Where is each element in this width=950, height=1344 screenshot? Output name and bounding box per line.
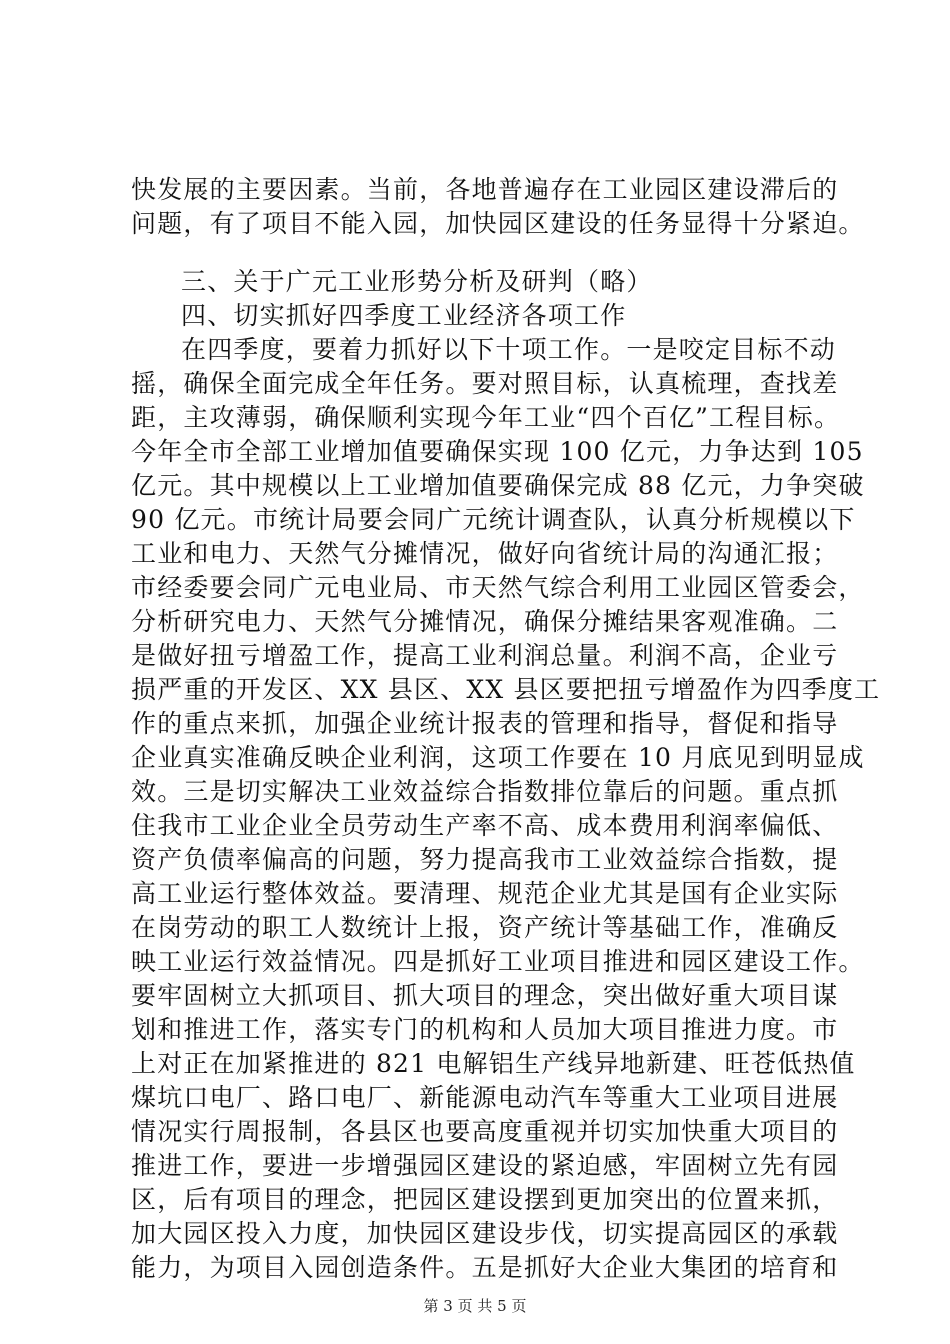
paragraph-line: 加大园区投入力度，加快园区建设步伐，切实提高园区的承载 [131,1219,839,1248]
paragraph-line: 效。三是切实解决工业效益综合指数排位靠后的问题。重点抓 [131,777,839,806]
paragraph-line: 工业和电力、天然气分摊情况，做好向省统计局的沟通汇报； [131,539,839,568]
section-heading: 三、关于广元工业形势分析及研判（略） [181,267,653,296]
paragraph-line: 推进工作，要进一步增强园区建设的紧迫感，牢固树立先有园 [131,1151,839,1180]
paragraph-line: 区，后有项目的理念，把园区建设摆到更加突出的位置来抓， [131,1185,839,1214]
paragraph-line: 在四季度，要着力抓好以下十项工作。一是咬定目标不动 [181,335,837,364]
paragraph-line: 损严重的开发区、XX 县区、XX 县区要把扭亏增盈作为四季度工 [131,675,881,704]
paragraph-line: 作的重点来抓，加强企业统计报表的管理和指导，督促和指导 [131,709,839,738]
paragraph-line: 住我市工业企业全员劳动生产率不高、成本费用利润率偏低、 [131,811,839,840]
paragraph-line: 问题，有了项目不能入园，加快园区建设的任务显得十分紧迫。 [131,209,865,238]
paragraph-line: 90 亿元。市统计局要会同广元统计调查队，认真分析规模以下 [131,505,856,534]
paragraph-line: 高工业运行整体效益。要清理、规范企业尤其是国有企业实际 [131,879,839,908]
paragraph-line: 煤坑口电厂、路口电厂、新能源电动汽车等重大工业项目进展 [131,1083,839,1112]
paragraph-line: 划和推进工作，落实专门的机构和人员加大项目推进力度。市 [131,1015,839,1044]
paragraph-line: 摇，确保全面完成全年任务。要对照目标，认真梳理，查找差 [131,369,839,398]
paragraph-line: 要牢固树立大抓项目、抓大项目的理念，突出做好重大项目谋 [131,981,839,1010]
page-number-footer: 第 3 页 共 5 页 [423,1297,527,1315]
section-heading: 四、切实抓好四季度工业经济各项工作 [181,301,627,330]
paragraph-line: 分析研究电力、天然气分摊情况，确保分摊结果客观准确。二 [131,607,839,636]
paragraph-line: 是做好扭亏增盈工作，提高工业利润总量。利润不高，企业亏 [131,641,839,670]
paragraph-line: 上对正在加紧推进的 821 电解铝生产线异地新建、旺苍低热值 [131,1049,856,1078]
paragraph-line: 今年全市全部工业增加值要确保实现 100 亿元，力争达到 105 [131,437,864,466]
paragraph-line: 能力，为项目入园创造条件。五是抓好大企业大集团的培育和 [131,1253,839,1282]
paragraph-line: 亿元。其中规模以上工业增加值要确保完成 88 亿元，力争突破 [131,471,865,500]
paragraph-line: 快发展的主要因素。当前，各地普遍存在工业园区建设滞后的 [131,175,839,204]
paragraph-line: 距，主攻薄弱，确保顺利实现今年工业“四个百亿”工程目标。 [131,403,841,432]
paragraph-line: 映工业运行效益情况。四是抓好工业项目推进和园区建设工作。 [131,947,865,976]
paragraph-line: 在岗劳动的职工人数统计上报，资产统计等基础工作，准确反 [131,913,839,942]
paragraph-line: 资产负债率偏高的问题，努力提高我市工业效益综合指数，提 [131,845,839,874]
paragraph-line: 企业真实准确反映企业利润，这项工作要在 10 月底见到明显成 [131,743,865,772]
paragraph-line: 市经委要会同广元电业局、市天然气综合利用工业园区管委会， [131,573,865,602]
paragraph-line: 情况实行周报制，各县区也要高度重视并切实加快重大项目的 [131,1117,839,1146]
